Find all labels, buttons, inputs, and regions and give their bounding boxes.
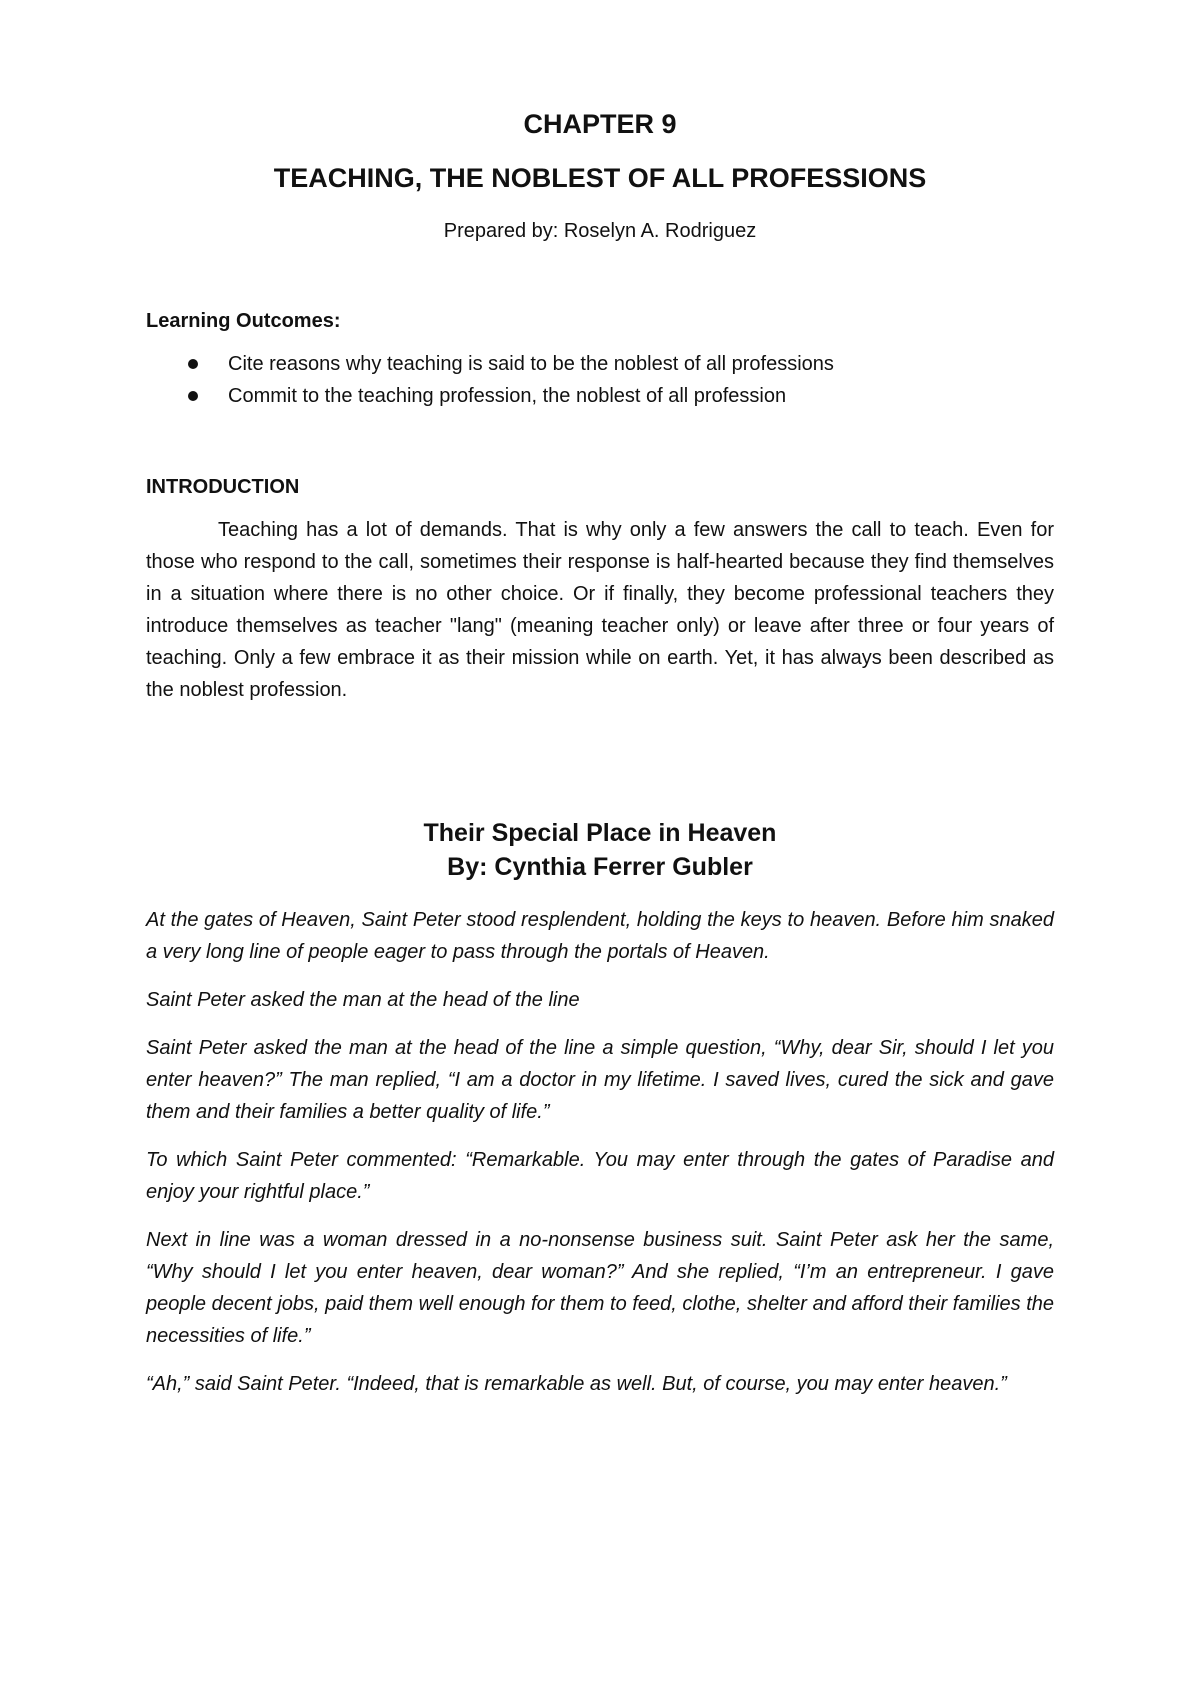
story-paragraph: To which Saint Peter commented: “Remarkable. You may enter through the gates of Paradise and enjoy your rightful place.” <box>146 1149 1054 1203</box>
story-paragraph: Saint Peter asked the man at the head of the line <box>146 989 580 1011</box>
bullet-icon <box>188 359 198 369</box>
prepared-by: Prepared by: Roselyn A. Rodriguez <box>443 220 757 242</box>
story-paragraph: Next in line was a woman dressed in a no-nonsense business suit. Saint Peter ask her the same, “Why should I let you enter heaven, dear woman?” And she replied, “I’m an entrepreneur. I gave people decent jobs, paid them well enough for them to feed, clothe, shelter and afford their families the necessities of life.” <box>146 1229 1054 1347</box>
story-paragraph: “Ah,” said Saint Peter. “Indeed, that is remarkable as well. But, of course, you may enter heaven.” <box>146 1373 1007 1395</box>
list-item <box>146 380 1054 412</box>
bullet-icon <box>188 391 198 401</box>
story-paragraph: Saint Peter asked the man at the head of the line a simple question, “Why, dear Sir, should I let you enter heaven?” The man replied, “I am a doctor in my lifetime. I saved lives, cured the sick and gave them and their families a better quality of life.” <box>146 1037 1054 1123</box>
chapter-title: TEACHING, THE NOBLEST OF ALL PROFESSIONS <box>273 163 927 193</box>
story-paragraph: At the gates of Heaven, Saint Peter stood resplendent, holding the keys to heaven. Before him snaked a very long line of people eager to pass through the portals of Heaven. <box>146 909 1054 963</box>
list-item-text: Commit to the teaching profession, the noblest of all profession <box>228 385 787 407</box>
story-title: Their Special Place in Heaven <box>423 819 777 847</box>
introduction-heading: INTRODUCTION <box>146 476 300 498</box>
list-item <box>146 348 1054 380</box>
learning-outcomes-heading: Learning Outcomes: <box>146 310 341 332</box>
chapter-number: CHAPTER 9 <box>523 109 677 139</box>
list-item-text: Cite reasons why teaching is said to be the noblest of all professions <box>228 353 834 375</box>
story-author: By: Cynthia Ferrer Gubler <box>447 853 753 881</box>
story-section <box>146 816 1054 1400</box>
learning-outcomes-list <box>146 348 1054 412</box>
introduction-paragraph: Teaching has a lot of demands. That is why only a few answers the call to teach. Even for those who respond to the call, sometimes their response is half-hearted because they find themselves in a situation where there is no other choice. Or if finally, they become professional teachers they introduce themselves as teacher "lang" (meaning teacher only) or leave after three or four years of teaching. Only a few embrace it as their mission while on earth. Yet, it has always been described as the noblest profession. <box>146 519 1054 701</box>
